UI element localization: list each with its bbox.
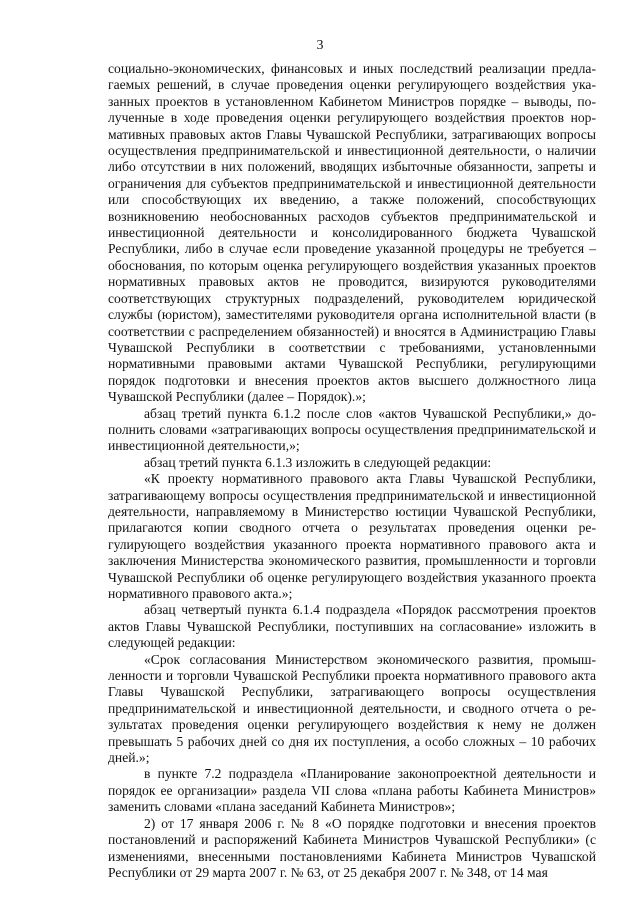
paragraph-7: в пункте 7.2 подраздела «Планирование законопроектной деятельности и порядок ее организации» раздела VII слова «плана работы Кабинета Министров» заменить словами «плана заседаний Кабинета Министров»; [108, 766, 596, 815]
paragraph-4: «К проекту нормативного правового акта Главы Чувашской Республики, затрагивающему вопросы осуществления предпринимательской и инвестиционной деятельности, направляемому в Министерство юстиции Чувашской Республики, прилагаются копии сводного отчета о результатах проведения оценки регулирующего воздействия указанного проекта нормативного правового акта и заключения Министерства экономического развития, промышленности и торговли Чувашской Республики об оценке регулирующего воздействия указанного проекта нормативного правового акта.»; [108, 471, 596, 601]
page-number: 3 [316, 38, 324, 53]
paragraph-3: абзац третий пункта 6.1.3 изложить в следующей редакции: [144, 454, 492, 470]
paragraph-1: социально-экономических, финансовых и иных последствий реализации предлагаемых решений, в случае проведения оценки регулирующего воздействия указанных проектов в установленном Кабинетом Министров порядке – выводы, полученные в ходе проведения оценки регулирующего воздействия проектов нормативных правовых актов Главы Чувашской Республики, затрагивающих вопросы осуществления предпринимательской и инвестиционной деятельности, о наличии либо отсутствии в них положений, вводящих избыточные обязанности, запреты и ограничения для субъектов предпринимательской и инвестиционной деятельности или способствующих их введению, а также положений, способствующих возникновению необоснованных расходов субъектов предпринимательской и инвестиционной деятельности и консолидированного бюджета Чувашской Республики, либо в случае если проведение указанной процедуры не требуется – обоснования, по которым оценка регулирующего воздействия указанных проектов нормативных правовых актов не проводится, визируются руководителями соответствующих структурных подразделений, руководителем юридической службы (юристом), заместителями руководителя органа исполнительной власти (в соответствии с распределением обязанностей) и вносятся в Администрацию Главы Чувашской Республики в соответствии с требованиями, установленными нормативными правовыми актами Чувашской Республики, регулирующими порядок подготовки и внесения проектов актов высшего должностного лица Чувашской Республики (далее – Порядок).»; [108, 61, 596, 405]
paragraph-5: абзац четвертый пункта 6.1.4 подраздела «Порядок рассмотрения проектов актов Главы Чувашской Республики, поступивших на согласование» изложить в следующей редакции: [108, 602, 596, 651]
paragraph-8: 2) от 17 января 2006 г. № 8 «О порядке подготовки и внесения проектов постановлений и распоряжений Кабинета Министров Чувашской Республики» (с изменениями, внесенными постановлениями Кабинета Министров Чувашской Республики от 29 марта 2007 г. № 63, от 25 декабря 2007 г. № 348, от 14 мая [108, 815, 596, 880]
paragraph-2: абзац третий пункта 6.1.2 после слов «актов Чувашской Республики,» дополнить словами «затрагивающих вопросы осуществления предпринимательской и инвестиционной деятельности,»; [108, 405, 596, 454]
paragraph-6: «Срок согласования Министерством экономического развития, промышленности и торговли Чувашской Республики проекта нормативного правового акта Главы Чувашской Республики, затрагивающего вопросы осуществления предпринимательской и инвестиционной деятельности, и сводного отчета о результатах проведения оценки регулирующего воздействия к нему не должен превышать 5 рабочих дней со дня их поступления, а особо сложных – 10 рабочих дней.»; [108, 651, 596, 766]
document-body [108, 61, 596, 881]
